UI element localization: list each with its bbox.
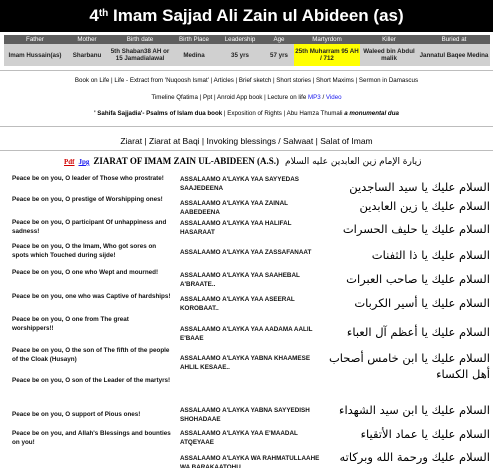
header-father: Father (4, 35, 66, 44)
sahifa-link[interactable]: ' Sahifa Sajjadia'- Psalms of Islam dua book (94, 110, 223, 117)
value-martyrdom: 25th Muharram 95 AH / 712 (294, 44, 360, 66)
divider (0, 126, 493, 127)
value-killer: Waleed bin Abdul malik (360, 44, 418, 66)
ziarat-title: ZIARAT OF IMAM ZAIN UL-ABIDEEN (A.S.) (93, 156, 280, 166)
arabic-text: السلام عليك يا ابن خامس أصحاب أهل الكساء (328, 351, 490, 381)
transliteration-text: ASSALAAMO A'LAYKA YAA SAAHEBAL A'BRAATE.. (180, 272, 300, 288)
value-leadership: 35 yrs (216, 44, 264, 66)
arabic-text: السلام عليك يا سيد الساجدين (349, 180, 490, 194)
transliteration-text: ASSALAAMO A'LAYKA YAA AADAMA AALIL E'BAAE (180, 326, 313, 342)
english-text: Peace be on you, O one who Wept and mourned! (12, 269, 159, 276)
english-text: Peace be on you, O son of the Leader of the martyrs! (12, 377, 171, 384)
jpg-link[interactable]: Jpg (78, 158, 90, 166)
header-birth-place: Birth Place (172, 35, 216, 44)
english-text: Peace be on you, O the son of The fifth of the people of the Cloak (Husayn) (12, 347, 170, 363)
transliteration-text: ASSALAAMO A'LAYKA YAA ZAINAL AABEDEENA (180, 200, 288, 216)
transliteration-text: ASSALAAMO A'LAYKA WA RAHMATULLAAHE WA BARAKAATOHU.. (180, 455, 320, 468)
arabic-text: السلام عليك ورحمة الله وبركاته (339, 450, 490, 464)
value-birth-place: Medina (172, 44, 216, 66)
header-martyrdom: Martyrdom (294, 35, 360, 44)
ziarat-title-arabic: زيارة الإمام زين العابدين عليه السلام (285, 157, 422, 167)
value-buried-at: Jannatul Baqee Medina (418, 44, 490, 66)
links-life[interactable]: Book on Life | Life - Extract from 'Nuqoosh Ismat' | Articles | Brief sketch | Short stories | Short Maxims | Sermon in Damascus (74, 77, 419, 84)
links-line-2[interactable]: Timeline Qfatima | Ppt | Anroid App book | Lecture on life MP3 / Video (151, 94, 342, 101)
divider (0, 150, 493, 151)
transliteration-text: ASSALAAMO A'LAYKA YAA HALIFAL HASARAAT (180, 220, 292, 236)
links-line-3[interactable]: ' Sahifa Sajjadia'- Psalms of Islam dua book | Exposition of Rights | Abu Hamza Thumali a monumental dua (94, 110, 399, 117)
arabic-text: السلام عليك يا ابن سيد الشهداء (339, 403, 490, 417)
value-father: Imam Hussain(as) (4, 44, 66, 66)
header-buried-at: Buried at (418, 35, 490, 44)
header-age: Age (264, 35, 294, 44)
arabic-text: السلام عليك يا أسير الكربات (354, 296, 490, 310)
header-leadership: Leadership (216, 35, 264, 44)
arabic-text: السلام عليك يا أعظم آل العباء (346, 325, 490, 339)
english-text: Peace be on you, and Allah's Blessings and bounties on you! (12, 430, 171, 446)
ziarat-heading (64, 154, 484, 168)
header-birth-date: Birth date (108, 35, 172, 44)
english-text: Peace be on you, O prestige of Worshipping ones! (12, 196, 163, 203)
value-mother: Sharbanu (66, 44, 108, 66)
header-mother: Mother (66, 35, 108, 44)
value-age: 57 yrs (264, 44, 294, 66)
transliteration-text: ASSALAAMO A'LAYKA YAA SAYYEDAS SAAJEDEENA (180, 176, 299, 192)
transliteration-text: ASSALAAMO A'LAYKA YABNA KHAAMESE AHLIL KESAAE.. (180, 355, 311, 371)
transliteration-text: ASSALAAMO A'LAYKA YAA ZASSAFANAAT (180, 249, 312, 256)
transliteration-text: ASSALAAMO A'LAYKA YABNA SAYYEDISH SHOHADAAE (180, 407, 310, 423)
mp3-link[interactable]: MP3 (308, 94, 321, 101)
english-text: Peace be on you, O participant Of unhappiness and sadness! (12, 219, 167, 235)
info-table (4, 35, 490, 66)
pdf-link[interactable]: Pdf (64, 158, 75, 166)
value-birth-date: 5th Shaban38 AH or 15 Jamadialawal (108, 44, 172, 66)
english-text: Peace be on you, one who was Captive of hardships! (12, 293, 171, 300)
page-title: 4th Imam Sajjad Ali Zain ul Abideen (as) (0, 0, 493, 32)
english-text: Peace be on you, O one from The great worshippers!! (12, 316, 129, 332)
english-text: Peace be on you, O leader of Those who prostrate! (12, 175, 164, 182)
english-text: Peace be on you, O the Imam, Who got sores on spots which Touched during sijde! (12, 243, 157, 259)
english-text: Peace be on you, O support of Pious ones! (12, 411, 141, 418)
transliteration-text: ASSALAAMO A'LAYKA YAA E'MAADAL ATQEYAAE (180, 430, 298, 446)
arabic-text: السلام عليك يا حليف الحسرات (342, 222, 490, 236)
arabic-text: السلام عليك يا ذا الثفنات (371, 248, 490, 262)
arabic-text: السلام عليك يا عماد الأتقياء (360, 427, 490, 441)
info-header-row (4, 35, 490, 44)
divider (0, 70, 493, 71)
ziarat-nav[interactable]: Ziarat | Ziarat at Baqi | Invoking blessings / Salwaat | Salat of Imam (120, 136, 373, 146)
info-value-row (4, 44, 490, 66)
arabic-text: السلام عليك يا زين العابدين (359, 199, 490, 213)
links-line-1[interactable] (0, 77, 493, 85)
transliteration-text: ASSALAAMO A'LAYKA YAA ASEERAL KOROBAAT.. (180, 296, 295, 312)
header-killer: Killer (360, 35, 418, 44)
arabic-text: السلام عليك يا صاحب العبرات (346, 272, 490, 286)
video-link[interactable]: Video (325, 94, 342, 101)
